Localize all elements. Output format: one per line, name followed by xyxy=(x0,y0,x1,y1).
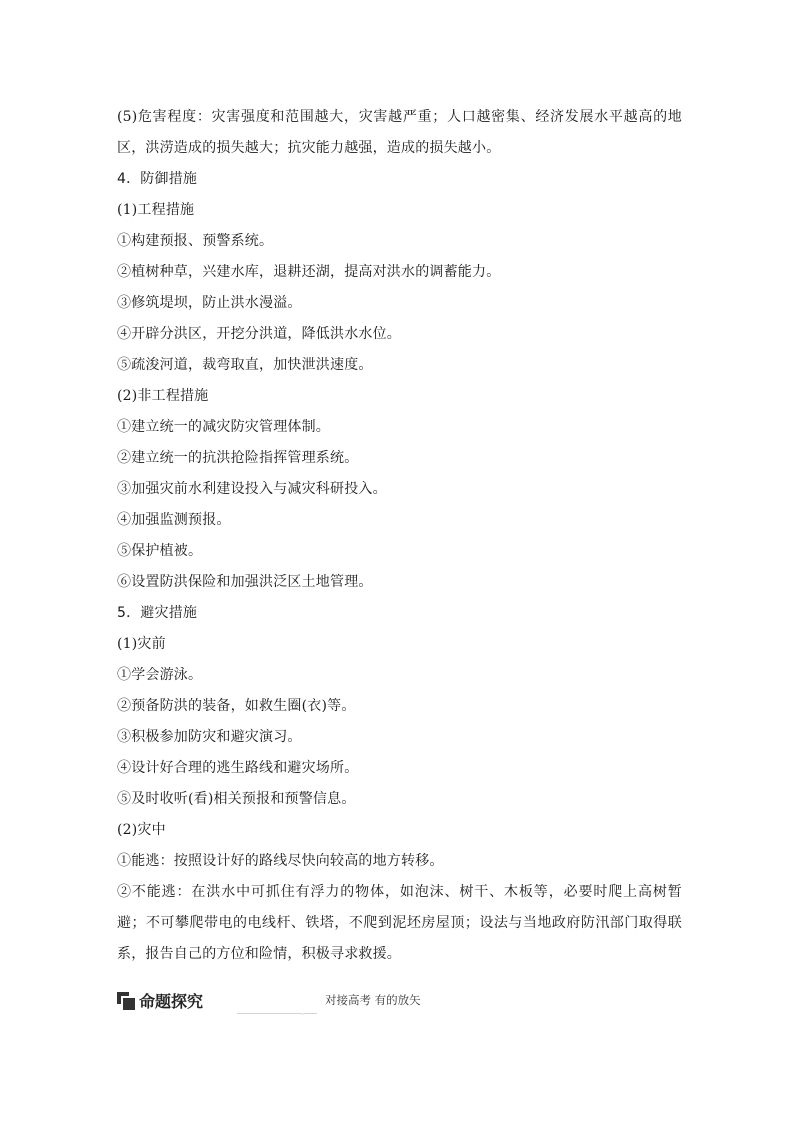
list-item: ③加强灾前水利建设投入与减灾科研投入。 xyxy=(117,481,387,497)
paragraph-hazard-degree: (5)危害程度：灾害强度和范围越大，灾害越严重；人口越密集、经济发展水平越高的地区，洪涝造成的损失越大；抗灾能力越强，造成的损失越小。 xyxy=(117,109,682,156)
heading-avoidance-measures: 5．避灾措施 xyxy=(117,605,198,621)
subheading-during-disaster: (2)灾中 xyxy=(117,822,166,838)
section-banner xyxy=(117,988,437,1016)
list-item: ①建立统一的减灾防灾管理体制。 xyxy=(117,419,330,435)
subheading-engineering: (1)工程措施 xyxy=(117,202,195,218)
list-item: ④开辟分洪区，开挖分洪道，降低洪水水位。 xyxy=(117,326,401,342)
section-square-icon xyxy=(117,992,135,1010)
list-item: ③修筑堤坝，防止洪水漫溢。 xyxy=(117,295,302,311)
list-item: ①学会游泳。 xyxy=(117,667,203,683)
list-item: ①能逃：按照设计好的路线尽快向较高的地方转移。 xyxy=(117,853,444,869)
subheading-before-disaster: (1)灾前 xyxy=(117,636,166,652)
list-item: ⑥设置防洪保险和加强洪泛区土地管理。 xyxy=(117,574,373,590)
list-item: ③积极参加防灾和避灾演习。 xyxy=(117,729,302,745)
section-underline xyxy=(117,1013,437,1015)
list-item: ④设计好合理的逃生路线和避灾场所。 xyxy=(117,760,359,776)
heading-defense-measures: 4．防御措施 xyxy=(117,171,198,187)
list-item: ②预备防洪的装备，如救生圈(衣)等。 xyxy=(117,698,356,714)
body-text xyxy=(117,102,682,970)
list-item: ①构建预报、预警系统。 xyxy=(117,233,274,249)
list-item: ②不能逃：在洪水中可抓住有浮力的物体，如泡沫、树干、木板等，必要时爬上高树暂避；不可攀爬带电的电线杆、铁塔，不爬到泥坯房屋顶；设法与当地政府防汛部门取得联系，报告自己的方位和险情，积极寻求救援。 xyxy=(117,884,682,962)
section-subtitle: 对接高考 有的放矢 xyxy=(325,993,421,1007)
subheading-non-engineering: (2)非工程措施 xyxy=(117,388,209,404)
list-item: ⑤及时收听(看)相关预报和预警信息。 xyxy=(117,791,356,807)
list-item: ⑤保护植被。 xyxy=(117,543,203,559)
section-title: 命题探究 xyxy=(139,992,204,1011)
list-item: ②植树种草，兴建水库，退耕还湖，提高对洪水的调蓄能力。 xyxy=(117,264,501,280)
list-item: ⑤疏浚河道，裁弯取直，加快泄洪速度。 xyxy=(117,357,373,373)
list-item: ④加强监测预报。 xyxy=(117,512,231,528)
list-item: ②建立统一的抗洪抢险指挥管理系统。 xyxy=(117,450,359,466)
